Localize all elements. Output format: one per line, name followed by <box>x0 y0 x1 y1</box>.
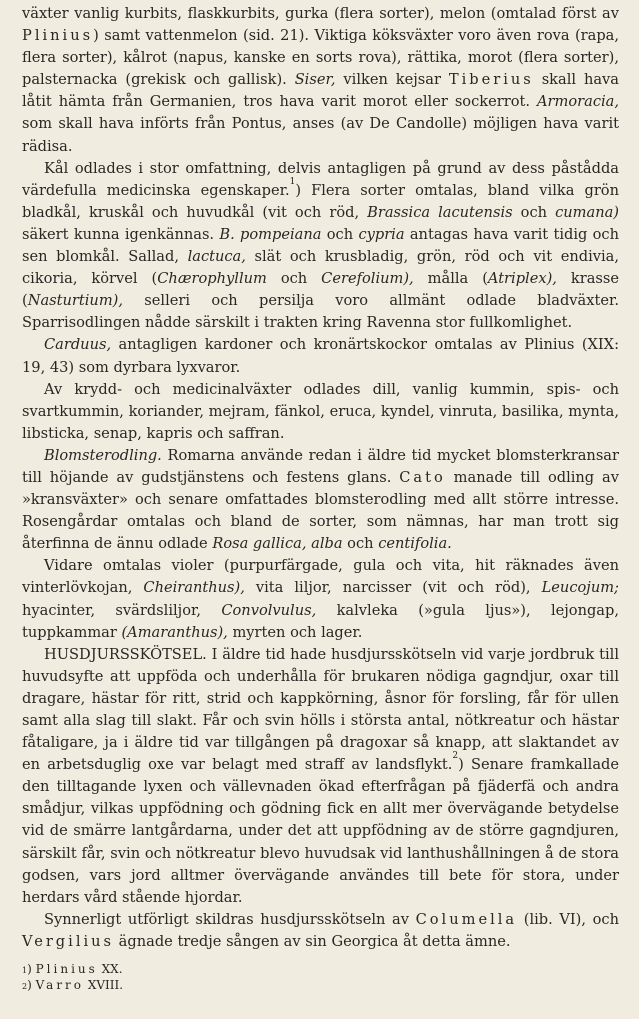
italic-term: Leucojum; <box>541 579 619 597</box>
text: och <box>321 225 359 243</box>
footnote-ref-1[interactable]: 1 <box>289 176 296 187</box>
text: skall hava låtit hämta från Germanien, tros hava varit morot eller sockerrot. <box>22 71 620 111</box>
italic-term: lactuca, <box>187 248 246 266</box>
italic-term: Brassica lacutensis <box>367 203 513 221</box>
spaced-name-cato: Cato <box>399 468 446 486</box>
italic-term: B. pompeiana <box>219 225 322 243</box>
section-heading-husdjursskotsel: HUSDJURSSKÖTSEL. <box>44 645 207 663</box>
text: säkert kunna igenkännas. <box>22 225 220 243</box>
italic-term: Rosa gallica, alba <box>212 535 343 553</box>
footnote-ref: XVIII. <box>84 977 124 992</box>
footnote-paren: ) <box>27 977 36 992</box>
text: hyacinter, svärdsliljor, <box>22 601 222 619</box>
paragraph-vegetables <box>22 3 619 158</box>
footnote-ref: XX. <box>97 962 123 977</box>
italic-term: Convolvulus, <box>221 601 317 619</box>
paragraph-carduus <box>22 334 619 378</box>
text: ) Senare framkallade den tilltagande lyxen och vällevnaden ökad efterfrågan på fjäderfä och andra smådjur, vilkas uppfödning och gödning fick en allt mer övervägande betydelse vid de smärre lantgårdarna, under det att uppfödning av de större gagndjuren, särskilt får, svin och nötkreatur blevo huvudsak vid lanthushållningen å de stora godsen, vars jord alltmer övervägande användes till bete för stora, under herdars vård stående hjordar. <box>22 756 619 906</box>
text: myrten och lager. <box>227 623 363 641</box>
text: slät och krusbladig, grön, röd och vit endivia, cikoria, körvel ( <box>22 248 620 288</box>
spaced-name-tiberius: Tiberius <box>448 71 534 89</box>
italic-term: Siser, <box>294 71 336 89</box>
footnote-1 <box>22 962 619 978</box>
footnote-paren: ) <box>27 962 36 977</box>
text: och <box>266 270 322 288</box>
italic-term: Atriplex), <box>487 270 557 288</box>
text: målla ( <box>413 270 488 288</box>
paragraph-flowers <box>22 445 619 555</box>
text: (lib. VI), och <box>517 910 619 928</box>
italic-term: Cheiranthus), <box>143 579 245 597</box>
text: vilken kejsar <box>335 71 449 89</box>
italic-term: cypria <box>358 225 405 243</box>
footnote-author: Varro <box>35 977 85 992</box>
text: och <box>342 535 379 553</box>
paragraph-cabbage <box>22 158 619 335</box>
spaced-name-columella: Columella <box>415 910 518 928</box>
section-heading-blomsterodling: Blomsterodling. <box>44 446 162 464</box>
italic-term: Nasturtium), <box>27 292 124 310</box>
text: kalvleka (»gula ljus»), lejongap, tuppkammar <box>22 601 619 641</box>
paragraph-violets <box>22 555 619 643</box>
text: ) Flera sorter omtalas, bland vilka grön bladkål, kruskål och huvudkål (vit och röd, <box>22 181 619 221</box>
italic-term: cumana) <box>555 203 619 221</box>
text: Synnerligt utförligt skildras husdjursskötseln av <box>44 910 416 928</box>
text: Romarna använde redan i äldre tid mycket blomsterkransar till höjande av gudstjänstens och festens glans. <box>22 446 619 486</box>
italic-term: Chærophyllum <box>157 270 267 288</box>
spaced-name-plinius: Plinius <box>22 27 94 45</box>
text: antagligen kardoner och kronärtskockor omtalas av Plinius (XIX: 19, 43) som dyrbara lyxvaror. <box>22 336 619 376</box>
italic-term: Cerefolium), <box>321 270 414 288</box>
text: som skall hava införts från Pontus, anses (av De Candolle) möjligen hava varit rädisa. <box>22 115 619 155</box>
text: I äldre tid hade husdjursskötseln vid varje jordbruk till huvudsyfte att uppföda och underhålla för brukaren nödiga gagndjur, oxar till dragare, hästar för ritt, strid och kappkörning, åsnor för forsling, får för ullen samt alla slag till slakt. Får och svin hölls i största antal, nötkreatur och hästar fåtaligare, ja i äldre tid var tillgången på dragoxar så knapp, att slaktandet av en arbetsduglig oxe var belagt med straff av landsflykt. <box>22 645 619 774</box>
text: Vidare omtalas violer (purpurfärgade, gula och vita, hit räknades även vinterlövkojan, <box>22 557 619 597</box>
text: ) samt vattenmelon (sid. 21). Viktiga köksväxter voro även rova (rapa, flera sorter), kålrot (napus, kanske en sorts rova), rättika, morot (flera sorter), palsternacka (grekisk och gallisk). <box>22 27 619 89</box>
footnote-mark: 2 <box>22 981 28 991</box>
footnote-2 <box>22 978 619 994</box>
text: manade till odling av »kransväxter» och senare omfattades blomsterodling med allt större intresse. Rosengårdar omtalas och bland de sorter, som nämnas, har man trott sig återfinna de ännu odlade <box>22 468 619 553</box>
text: vita liljor, narcisser (vit och röd), <box>244 579 542 597</box>
paragraph-herbs <box>22 379 619 445</box>
footnotes <box>22 962 619 993</box>
footnote-author: Plinius <box>35 962 98 977</box>
text: och <box>512 203 556 221</box>
footnote-mark: 1 <box>22 966 28 976</box>
paragraph-columella <box>22 909 619 953</box>
text: selleri och persilja voro allmänt odlade bladväxter. Sparrisodlingen nådde särskilt i trakten kring Ravenna stor fullkomlighet. <box>22 292 619 332</box>
text: Kål odlades i stor omfattning, delvis antagligen på grund av dess påstådda värdefulla medicinska egenskaper. <box>22 159 619 199</box>
italic-term: (Amaranthus), <box>121 623 228 641</box>
italic-term: Armoracia, <box>537 93 619 111</box>
spaced-name-vergilius: Vergilius <box>22 932 115 950</box>
text: krasse ( <box>22 270 620 310</box>
text: antagas hava varit tidig och sen blomkål. Sallad, <box>22 225 619 266</box>
text: ägnade tredje sången av sin Georgica åt detta ämne. <box>114 932 511 950</box>
text: Av krydd- och medicinalväxter odlades dill, vanlig kummin, spis- och svartkummin, koriander, mejram, fänkol, eruca, kyndel, vinruta, basilika, mynta, libsticka, senap, kapris och saffran. <box>22 380 619 442</box>
italic-term: centifolia. <box>378 535 452 553</box>
text: växter vanlig kurbits, flaskkurbits, gurka (flera sorter), melon (omtalad först av <box>22 5 619 22</box>
footnote-ref-2[interactable]: 2 <box>452 751 459 762</box>
italic-term: Carduus, <box>44 336 112 354</box>
paragraph-husbandry <box>22 644 619 909</box>
